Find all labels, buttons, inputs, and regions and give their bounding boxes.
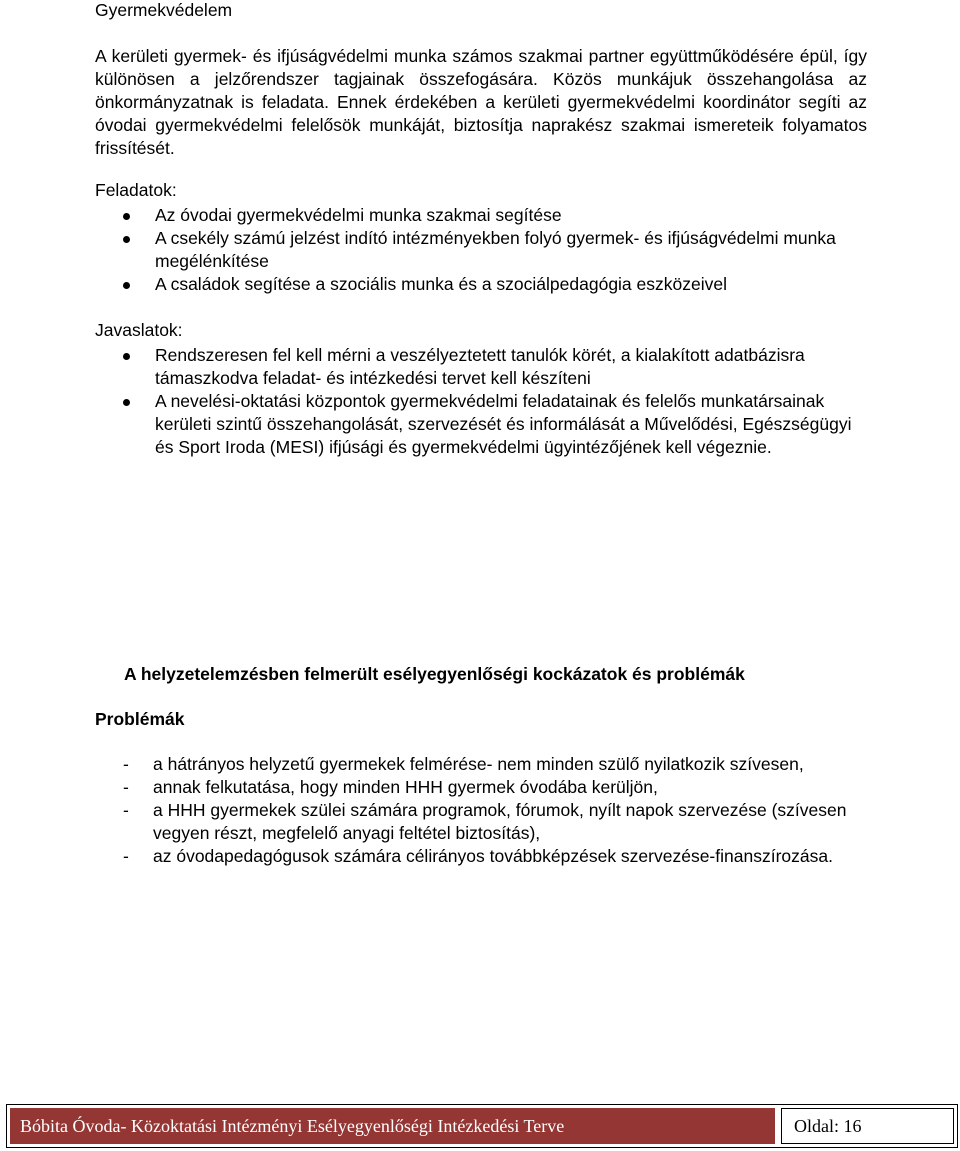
bullet-icon [123, 353, 130, 360]
intro-paragraph: A kerületi gyermek- és ifjúságvédelmi munka számos szakmai partner együttműködésére épül, így különösen a jelzőrendszer tagjainak összefogására. Közös munkájuk összehangolása az önkormányzatnak is feladata. Ennek érdekében a kerületi gyermekvédelmi koordinátor segíti az óvodai gyermekvédelmi felelősök munkáját, biztosítja naprakész szakmai ismereteik folyamatos frissítését. [95, 46, 867, 158]
page-number: Oldal: 16 [781, 1108, 954, 1144]
task-item-text: A családok segítése a szociális munka és a szociálpedagógia eszközeivel [155, 274, 727, 294]
bullet-icon [123, 236, 130, 243]
tasks-label: Feladatok: [95, 180, 177, 200]
page-footer [6, 1104, 958, 1148]
suggestion-item [95, 344, 867, 390]
bullet-icon [123, 399, 130, 406]
bullet-icon [123, 213, 130, 220]
task-item-text: Az óvodai gyermekvédelmi munka szakmai segítése [155, 205, 562, 225]
problem-item [95, 753, 867, 776]
problem-item [95, 845, 867, 868]
problem-item-text: annak felkutatása, hogy minden HHH gyermek óvodába kerüljön, [153, 777, 658, 797]
bullet-icon [123, 282, 130, 289]
problem-item [95, 799, 867, 845]
suggestion-item-text: Rendszeresen fel kell mérni a veszélyeztetett tanulók körét, a kialakított adatbázisra támaszkodva feladat- és intézkedési tervet kell készíteni [155, 345, 805, 388]
task-item-text: A csekély számú jelzést indító intézményekben folyó gyermek- és ifjúságvédelmi munka megélénkítése [155, 228, 836, 271]
suggestion-item-text: A nevelési-oktatási központok gyermekvédelmi feladatainak és felelős munkatársainak kerületi szintű összehangolását, szervezését és informálását a Művelődési, Egészségügyi és Sport Iroda (MESI) ifjúsági és gyermekvédelmi ügyintézőjének kell végeznie. [155, 391, 852, 457]
suggestions-label: Javaslatok: [95, 320, 183, 340]
task-item [95, 273, 867, 296]
problem-item-text: a HHH gyermekek szülei számára programok, fórumok, nyílt napok szervezése (szívesen vegyen részt, megfelelő anyagi feltétel biztosítás), [153, 800, 847, 843]
dash-marker: - [123, 800, 129, 820]
suggestion-item [95, 390, 867, 459]
footer-title: Bóbita Óvoda- Közoktatási Intézményi Esélyegyenlőségi Intézkedési Terve [10, 1108, 775, 1144]
problem-item-text: a hátrányos helyzetű gyermekek felmérése- nem minden szülő nyilatkozik szívesen, [153, 754, 804, 774]
tasks-list [95, 204, 867, 296]
dash-marker: - [123, 777, 129, 797]
problems-list [95, 753, 867, 868]
problem-item [95, 776, 867, 799]
risk-heading: A helyzetelemzésben felmerült esélyegyenlőségi kockázatok és problémák [124, 664, 745, 684]
problems-title: Problémák [95, 709, 185, 729]
section-title: Gyermekvédelem [95, 0, 233, 20]
suggestions-list [95, 344, 867, 459]
task-item [95, 227, 867, 273]
dash-marker: - [123, 846, 129, 866]
task-item [95, 204, 867, 227]
dash-marker: - [123, 754, 129, 774]
problem-item-text: az óvodapedagógusok számára célirányos továbbképzések szervezése-finanszírozása. [153, 846, 833, 866]
